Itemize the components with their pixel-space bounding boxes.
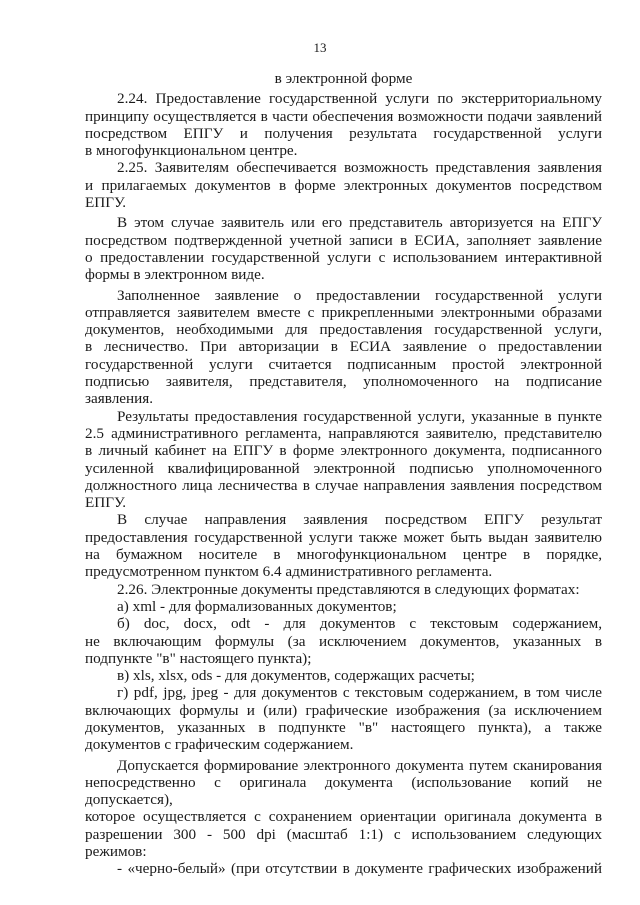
text-line: г) pdf, jpg, jpeg - для документов с текстовым содержанием, в том числе (117, 684, 602, 702)
text-line: и прилагаемых документов в форме электронных документов посредством (85, 176, 602, 194)
text-line: посредством ЕПГУ и получения результата государственной услуги (85, 124, 602, 142)
text-line: в личный кабинет на ЕПГУ в форме электронного документа, подписанного (85, 442, 602, 460)
text-line: Заполненное заявление о предоставлении государственной услуги (117, 286, 602, 304)
text-line: документов с графическим содержанием. (85, 736, 354, 754)
text-line: включающих формулы и (или) графические изображения (за исключением (85, 701, 602, 719)
text-line: не включающим формулы (за исключением документов, указанных в (85, 632, 602, 650)
text-line: государственной услуги считается подписанным простой электронной (85, 355, 602, 373)
text-line: усиленной квалифицированной электронной подписью уполномоченного (85, 459, 602, 477)
page-number: 13 (313, 40, 327, 55)
text-line: предоставления государственной услуги также может быть выдан заявителю (85, 528, 602, 546)
text-line: 2.24. Предоставление государственной услуги по экстерриториальному (117, 90, 602, 108)
text-line: принципу осуществляется в части обеспечения возможности подачи заявлений (85, 107, 602, 125)
text-line: формы в электронном виде. (85, 266, 265, 284)
text-line: которое осуществляется с сохранением ориентации оригинала документа в (85, 808, 602, 826)
text-line: на бумажном носителе в многофункциональном центре в порядке, (85, 546, 602, 564)
text-line: предусмотренном пунктом 6.4 административного регламента. (85, 563, 493, 581)
text-line: непосредственно с оригинала документа (использование копий не допускается), (85, 773, 602, 809)
text-line: должностного лица лесничества в случае направления заявления посредством (85, 476, 602, 494)
text-line: документов, указанных в подпункте "в" настоящего пункта), а также (85, 718, 602, 736)
text-line: в лесничество. При авторизации в ЕСИА заявление о предоставлении (85, 338, 602, 356)
text-line: а) xml - для формализованных документов; (117, 597, 397, 615)
text-line: б) doc, docx, odt - для документов с текстовым содержанием, (117, 615, 602, 633)
text-line: 2.5 административного регламента, направляются заявителю, представителю (85, 424, 602, 442)
text-line: Допускается формирование электронного документа путем сканирования (117, 756, 602, 774)
text-line: В случае направления заявления посредством ЕПГУ результат (117, 511, 602, 529)
text-line: документов, необходимыми для предоставления государственной услуги, (85, 321, 602, 339)
heading-tail: в электронной форме (274, 70, 413, 87)
document-body (85, 70, 602, 878)
text-line: отправляется заявителем вместе с прикрепленными электронными образами (85, 303, 602, 321)
text-line: В этом случае заявитель или его представитель авторизуется на ЕПГУ (117, 214, 602, 232)
text-line: Результаты предоставления государственной услуги, указанные в пункте (117, 407, 602, 425)
text-line: в) xls, xlsx, ods - для документов, содержащих расчеты; (117, 667, 475, 685)
text-line: заявления. (85, 390, 154, 408)
text-line: посредством подтвержденной учетной записи в ЕСИА, заполняет заявление (85, 231, 602, 249)
text-line: ЕПГУ. (85, 494, 127, 512)
text-line: разрешении 300 - 500 dpi (масштаб 1:1) с использованием следующих режимов: (85, 825, 602, 861)
text-line: подписью заявителя, представителя, уполномоченного на подписание (85, 373, 602, 391)
text-line: 2.26. Электронные документы представляются в следующих форматах: (117, 580, 580, 598)
text-line: подпункте "в" настоящего пункта); (85, 649, 312, 667)
text-line: в многофункциональном центре. (85, 142, 298, 160)
text-line: 2.25. Заявителям обеспечивается возможность представления заявления (117, 159, 602, 177)
text-line: ЕПГУ. (85, 194, 127, 212)
text-line: - «черно-белый» (при отсутствии в документе графических изображений (117, 860, 602, 878)
text-line: о предоставлении государственной услуги с использованием интерактивной (85, 248, 602, 266)
